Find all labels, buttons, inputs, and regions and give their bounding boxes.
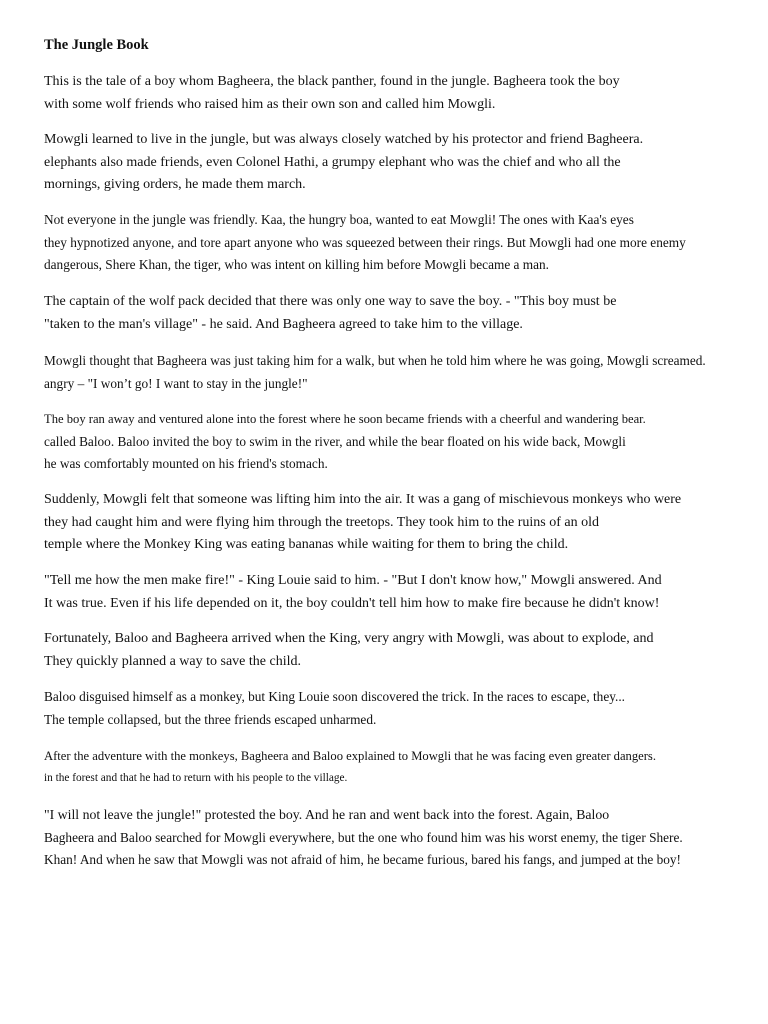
text-line: Suddenly, Mowgli felt that someone was lifting him into the air. It was a gang of mischievous monkeys who were	[44, 492, 682, 507]
text-line: with some wolf friends who raised him as their own son and called him Mowgli.	[44, 96, 496, 112]
text-line: Fortunately, Baloo and Bagheera arrived when the King, very angry with Mowgli, was about to explode, and	[44, 631, 654, 646]
paragraph	[44, 628, 654, 673]
paragraph	[44, 209, 686, 277]
text-line: dangerous, Shere Khan, the tiger, who was intent on killing him before Mowgli became a man.	[44, 257, 549, 272]
text-line: Baloo disguised himself as a monkey, but King Louie soon discovered the trick. In the races to escape, they...	[44, 689, 625, 704]
paragraph	[44, 804, 683, 872]
text-line: They quickly planned a way to save the child.	[44, 653, 301, 669]
text-line: Mowgli learned to live in the jungle, but was always closely watched by his protector and friend Bagheera.	[44, 132, 644, 147]
paragraph	[44, 570, 662, 615]
text-line: The temple collapsed, but the three friends escaped unharmed.	[44, 711, 377, 727]
text-line: After the adventure with the monkeys, Bagheera and Baloo explained to Mowgli that he was facing even greater dangers.	[44, 749, 656, 763]
text-line: The captain of the wolf pack decided that there was only one way to save the boy. - "This boy must be	[44, 294, 617, 309]
text-line: Mowgli thought that Bagheera was just taking him for a walk, but when he told him where he was going, Mowgli screamed.	[44, 353, 706, 368]
paragraph	[44, 71, 620, 116]
paragraph	[44, 350, 706, 395]
paragraph	[44, 745, 656, 789]
paragraph	[44, 129, 643, 197]
text-line: angry – "I won’t go! I want to stay in the jungle!"	[44, 375, 308, 391]
text-line: This is the tale of a boy whom Bagheera, the black panther, found in the jungle. Bagheera took the boy	[44, 74, 620, 89]
text-line: Not everyone in the jungle was friendly. Kaa, the hungry boa, wanted to eat Mowgli! The ones with Kaa's eyes	[44, 212, 634, 227]
text-line: Khan! And when he saw that Mowgli was not afraid of him, he became furious, bared his fangs, and jumped at the boy!	[44, 852, 681, 867]
paragraph	[44, 489, 681, 557]
text-line: he was comfortably mounted on his friend's stomach.	[44, 456, 328, 471]
text-line: The boy ran away and ventured alone into the forest where he soon became friends with a cheerful and wandering bear.	[44, 412, 646, 426]
text-line: Bagheera and Baloo searched for Mowgli everywhere, but the one who found him was his worst enemy, the tiger Shere.	[44, 829, 683, 845]
text-line: mornings, giving orders, he made them march.	[44, 177, 306, 192]
document-title: The Jungle Book	[44, 37, 149, 53]
paragraph	[44, 291, 616, 336]
text-line: It was true. Even if his life depended on it, the boy couldn't tell him how to make fire because he didn't know!	[44, 595, 660, 611]
text-line: they hypnotized anyone, and tore apart anyone who was squeezed between their rings. But Mowgli had one more enemy	[44, 234, 686, 250]
text-line: "I will not leave the jungle!" protested the boy. And he ran and went back into the forest. Again, Baloo	[44, 807, 610, 822]
paragraph	[44, 686, 625, 731]
text-line: called Baloo. Baloo invited the boy to swim in the river, and while the bear floated on his wide back, Mowgli	[44, 433, 626, 449]
text-line: they had caught him and were flying him through the treetops. They took him to the ruins of an old	[44, 514, 599, 530]
text-line: temple where the Monkey King was eating bananas while waiting for them to bring the child.	[44, 537, 569, 552]
text-line: "Tell me how the men make fire!" - King Louie said to him. - "But I don't know how," Mowgli answered. And	[44, 573, 662, 588]
text-line: elephants also made friends, even Colonel Hathi, a grumpy elephant who was the chief and who all the	[44, 154, 621, 170]
paragraph	[44, 408, 646, 476]
text-line: "taken to the man's village" - he said. And Bagheera agreed to take him to the village.	[44, 316, 523, 332]
text-line: in the forest and that he had to return with his people to the village.	[44, 772, 348, 784]
